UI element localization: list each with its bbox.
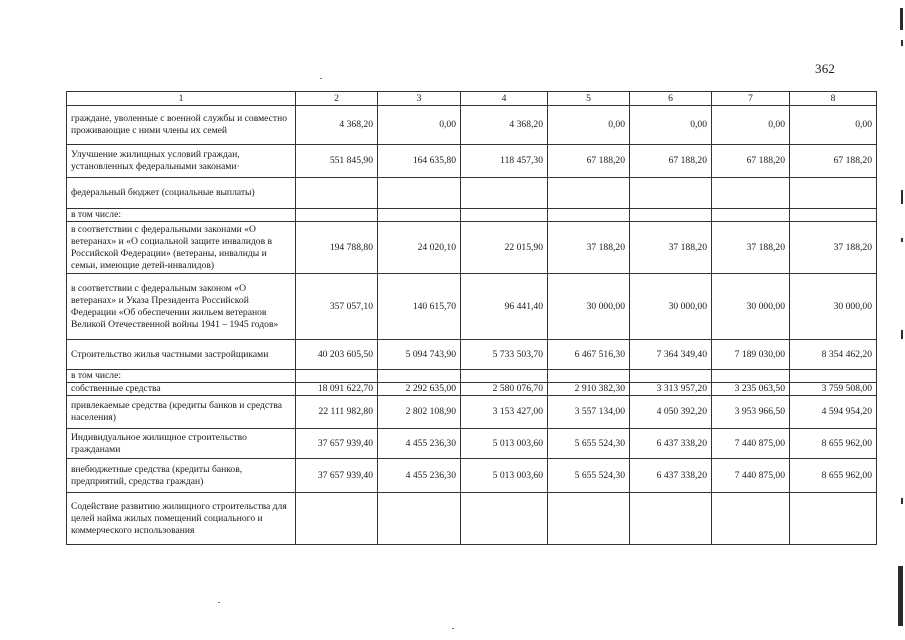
value-cell: 6 437 338,20 — [630, 429, 712, 459]
value-cell: 3 235 063,50 — [712, 383, 790, 396]
row-label: федеральный бюджет (социальные выплаты) — [67, 178, 296, 209]
value-cell — [548, 209, 630, 222]
value-cell: 8 655 962,00 — [790, 459, 877, 493]
scan-edge — [891, 0, 905, 640]
value-cell: 67 188,20 — [790, 145, 877, 178]
value-cell — [461, 493, 548, 545]
row-label: Строительство жилья частными застройщиками — [67, 340, 296, 370]
table-row — [67, 274, 877, 340]
value-cell — [461, 209, 548, 222]
value-cell: 7 440 875,00 — [712, 459, 790, 493]
value-cell: 5 013 003,60 — [461, 429, 548, 459]
table-row — [67, 493, 877, 545]
value-cell: 37 188,20 — [630, 222, 712, 274]
row-label: Улучшение жилищных условий граждан, установленных федеральными законами· — [67, 145, 296, 178]
value-cell — [630, 370, 712, 383]
scan-speck — [320, 78, 322, 79]
value-cell: 0,00 — [630, 106, 712, 145]
value-cell — [712, 209, 790, 222]
value-cell: 2 910 382,30 — [548, 383, 630, 396]
value-cell: 0,00 — [790, 106, 877, 145]
row-label: привлекаемые средства (кредиты банков и средства населения) — [67, 396, 296, 429]
value-cell — [378, 370, 461, 383]
value-cell: 3 313 957,20 — [630, 383, 712, 396]
value-cell: 30 000,00 — [790, 274, 877, 340]
value-cell: 37 188,20 — [712, 222, 790, 274]
value-cell: 30 000,00 — [548, 274, 630, 340]
value-cell — [296, 370, 378, 383]
row-label: внебюджетные средства (кредиты банков, предприятий, средства граждан) — [67, 459, 296, 493]
value-cell — [296, 178, 378, 209]
value-cell: 5 655 524,30 — [548, 459, 630, 493]
row-label: собственные средства — [67, 383, 296, 396]
value-cell: 4 050 392,20 — [630, 396, 712, 429]
table-row — [67, 209, 877, 222]
table-body — [67, 106, 877, 545]
table-row — [67, 106, 877, 145]
page-number: 362 — [815, 61, 836, 76]
value-cell — [712, 493, 790, 545]
budget-table — [66, 91, 877, 545]
value-cell — [712, 178, 790, 209]
value-cell: 5 733 503,70 — [461, 340, 548, 370]
value-cell: 3 953 966,50 — [712, 396, 790, 429]
value-cell: 40 203 605,50 — [296, 340, 378, 370]
value-cell — [630, 178, 712, 209]
value-cell: 22 111 982,80 — [296, 396, 378, 429]
value-cell: 4 368,20 — [296, 106, 378, 145]
value-cell: 3 557 134,00 — [548, 396, 630, 429]
column-header: 7 — [712, 92, 790, 106]
row-label: в соответствии с федеральным законом «О ветеранах» и Указа Президента Российской Федерации «Об обеспечении жильем ветеранов Великой Отечественной войны 1941 – 1945 годов» — [67, 274, 296, 340]
value-cell — [548, 178, 630, 209]
value-cell: 96 441,40 — [461, 274, 548, 340]
value-cell: 8 354 462,20 — [790, 340, 877, 370]
value-cell — [548, 493, 630, 545]
value-cell: 0,00 — [712, 106, 790, 145]
value-cell: 7 440 875,00 — [712, 429, 790, 459]
value-cell: 194 788,80 — [296, 222, 378, 274]
value-cell — [790, 178, 877, 209]
column-header: 8 — [790, 92, 877, 106]
column-header: 6 — [630, 92, 712, 106]
row-label: Индивидуальное жилищное строительство гражданами — [67, 429, 296, 459]
value-cell: 37 657 939,40 — [296, 459, 378, 493]
value-cell: 6 467 516,30 — [548, 340, 630, 370]
value-cell: 551 845,90 — [296, 145, 378, 178]
table-row — [67, 396, 877, 429]
value-cell: 4 594 954,20 — [790, 396, 877, 429]
row-label: граждане, уволенные с военной службы и совместно проживающие с ними члены их семей — [67, 106, 296, 145]
value-cell — [461, 178, 548, 209]
value-cell: 2 802 108,90 — [378, 396, 461, 429]
value-cell — [296, 209, 378, 222]
value-cell: 4 368,20 — [461, 106, 548, 145]
scan-speck — [452, 628, 454, 629]
value-cell: 2 580 076,70 — [461, 383, 548, 396]
value-cell — [378, 178, 461, 209]
value-cell: 67 188,20 — [630, 145, 712, 178]
table-row — [67, 429, 877, 459]
value-cell: 8 655 962,00 — [790, 429, 877, 459]
value-cell — [461, 370, 548, 383]
value-cell: 22 015,90 — [461, 222, 548, 274]
value-cell: 357 057,10 — [296, 274, 378, 340]
value-cell: 30 000,00 — [712, 274, 790, 340]
value-cell: 67 188,20 — [712, 145, 790, 178]
column-header: 1 — [67, 92, 296, 106]
table-row — [67, 145, 877, 178]
table-row — [67, 340, 877, 370]
value-cell: 0,00 — [548, 106, 630, 145]
value-cell: 4 455 236,30 — [378, 429, 461, 459]
value-cell — [548, 370, 630, 383]
value-cell: 5 094 743,90 — [378, 340, 461, 370]
table-row — [67, 459, 877, 493]
scan-speck — [218, 602, 220, 603]
row-label: в том числе: — [67, 370, 296, 383]
table-row — [67, 222, 877, 274]
value-cell: 37 188,20 — [548, 222, 630, 274]
value-cell: 5 655 524,30 — [548, 429, 630, 459]
value-cell: 3 153 427,00 — [461, 396, 548, 429]
table-row — [67, 370, 877, 383]
value-cell — [712, 370, 790, 383]
value-cell: 0,00 — [378, 106, 461, 145]
value-cell: 5 013 003,60 — [461, 459, 548, 493]
value-cell: 164 635,80 — [378, 145, 461, 178]
value-cell: 6 437 338,20 — [630, 459, 712, 493]
table-row — [67, 178, 877, 209]
row-label: Содействие развитию жилищного строительства для целей найма жилых помещений социального и коммерческого использования — [67, 493, 296, 545]
value-cell — [630, 493, 712, 545]
value-cell: 118 457,30 — [461, 145, 548, 178]
column-header: 2 — [296, 92, 378, 106]
value-cell — [630, 209, 712, 222]
value-cell: 7 364 349,40 — [630, 340, 712, 370]
value-cell — [790, 209, 877, 222]
value-cell: 37 188,20 — [790, 222, 877, 274]
value-cell: 30 000,00 — [630, 274, 712, 340]
column-header: 4 — [461, 92, 548, 106]
value-cell: 24 020,10 — [378, 222, 461, 274]
value-cell — [790, 370, 877, 383]
column-header: 5 — [548, 92, 630, 106]
value-cell: 18 091 622,70 — [296, 383, 378, 396]
value-cell: 3 759 508,00 — [790, 383, 877, 396]
header-row — [67, 92, 877, 106]
row-label: в том числе: — [67, 209, 296, 222]
value-cell: 4 455 236,30 — [378, 459, 461, 493]
value-cell: 67 188,20 — [548, 145, 630, 178]
row-label: в соответствии с федеральными законами «О ветеранах» и «О социальной защите инвалидов в Российской Федерации» (ветераны, инвалиды и семьи, имеющие детей-инвалидов) — [67, 222, 296, 274]
value-cell: 140 615,70 — [378, 274, 461, 340]
value-cell — [378, 493, 461, 545]
table-row — [67, 383, 877, 396]
column-header: 3 — [378, 92, 461, 106]
value-cell: 2 292 635,00 — [378, 383, 461, 396]
value-cell — [296, 493, 378, 545]
value-cell: 7 189 030,00 — [712, 340, 790, 370]
value-cell: 37 657 939,40 — [296, 429, 378, 459]
value-cell — [378, 209, 461, 222]
value-cell — [790, 493, 877, 545]
